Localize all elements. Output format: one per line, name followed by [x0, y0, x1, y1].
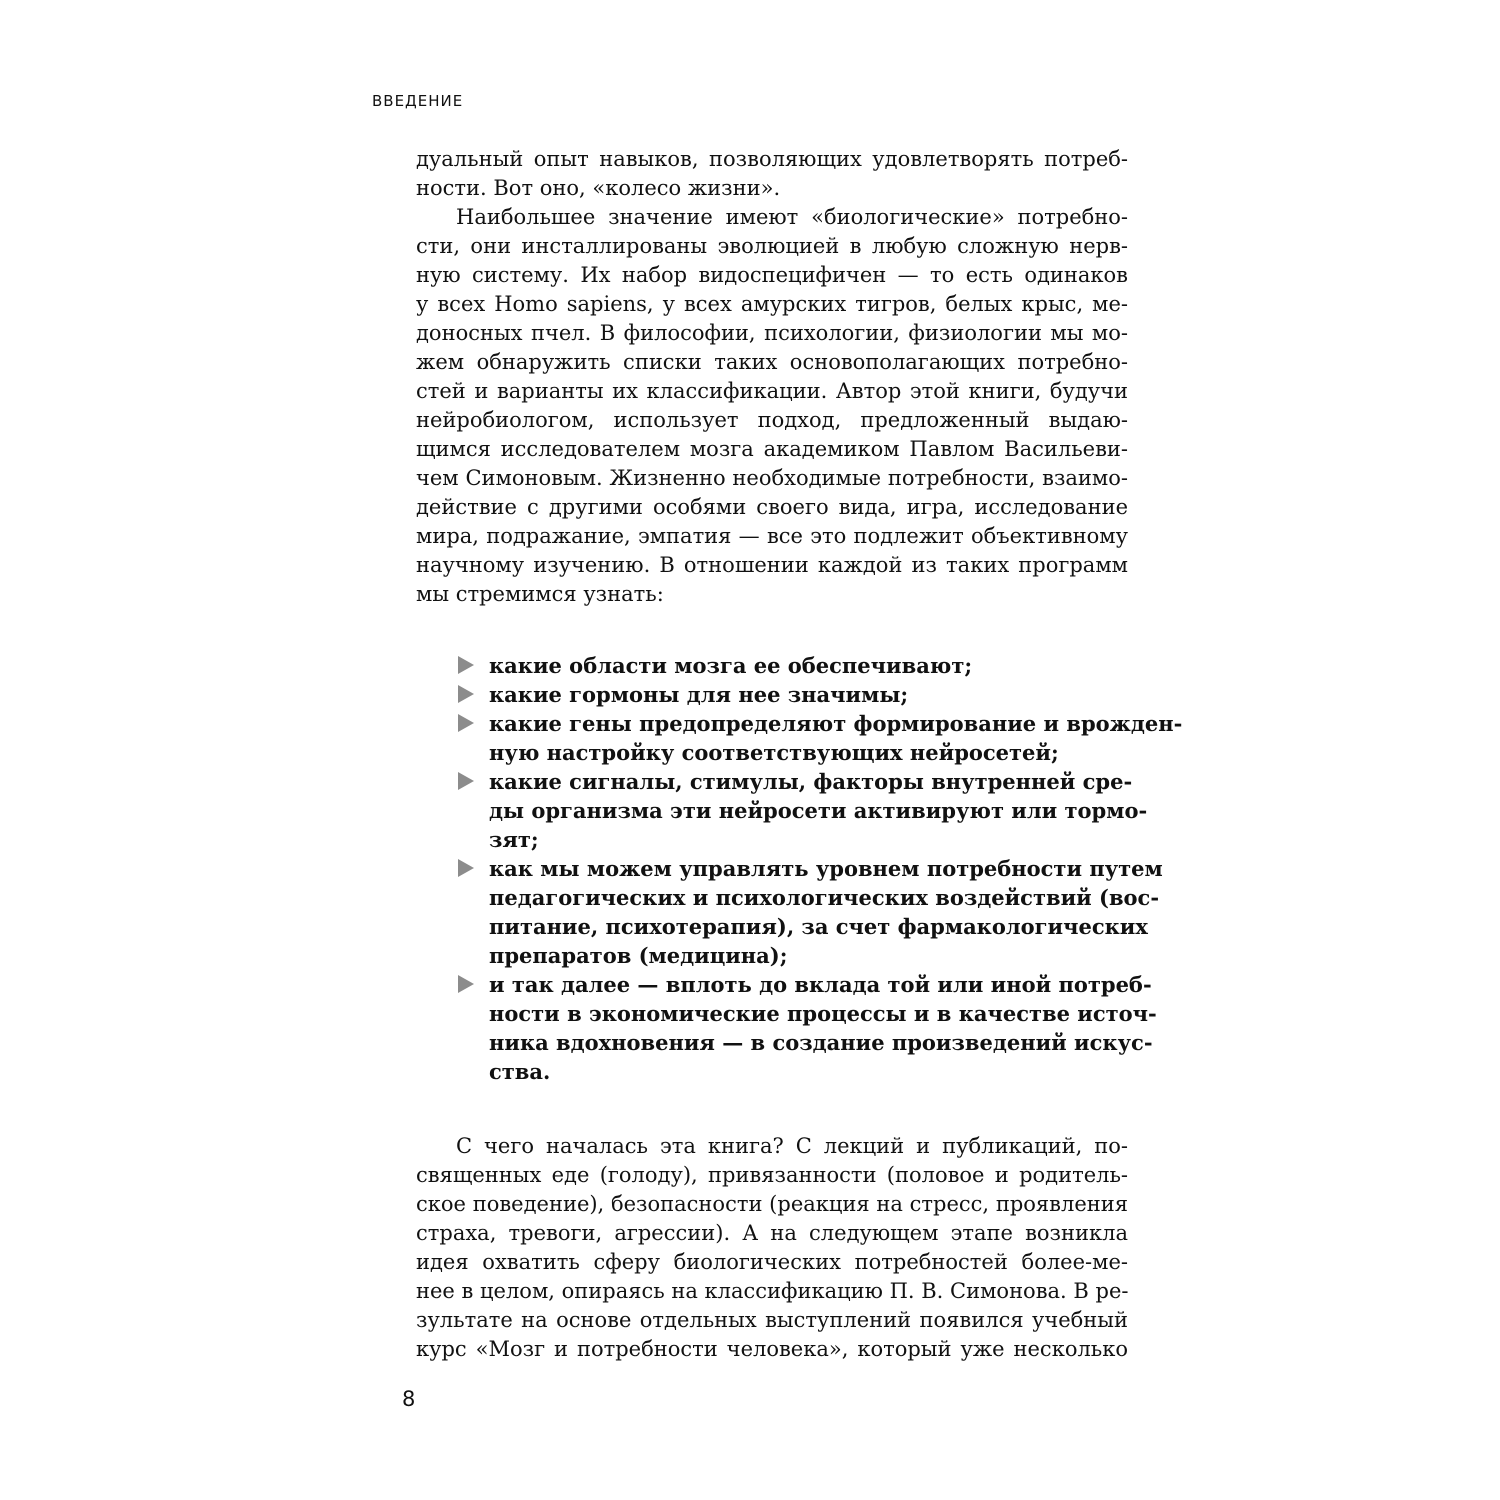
paragraph-2-line: стей и варианты их классификации. Автор этой книги, будучи [416, 379, 1128, 403]
paragraph-3-line: нее в целом, опираясь на классификацию П. В. Симонова. В ре- [416, 1279, 1129, 1303]
list-item-line: какие гормоны для нее значимы; [489, 682, 909, 707]
list-item-line: какие гены предопределяют формирование и врожден- [489, 711, 1183, 736]
paragraph-3-line: ское поведение), безопасности (реакция на стресс, проявления [416, 1192, 1128, 1216]
triangle-bullet-icon [458, 975, 474, 993]
paragraph-2-line: жем обнаружить списки таких основополагающих потребно- [416, 350, 1128, 374]
paragraph-2-line: Наибольшее значение имеют «биологические» потребно- [456, 205, 1128, 229]
list-item-line: какие сигналы, стимулы, факторы внутренней сре- [489, 769, 1133, 794]
list-item-line: питание, психотерапия), за счет фармакологических [489, 914, 1148, 939]
paragraph-2-line: действие с другими особями своего вида, игра, исследование [416, 495, 1128, 519]
paragraph-3-line: страха, тревоги, агрессии). А на следующем этапе возникла [416, 1221, 1128, 1245]
list-item-line: ную настройку соответствующих нейросетей; [489, 740, 1059, 765]
paragraph-1-line: дуальный опыт навыков, позволяющих удовлетворять потреб- [416, 147, 1128, 171]
list-item-line: и так далее — вплоть до вклада той или иной потреб- [489, 972, 1152, 997]
triangle-bullet-icon [458, 859, 474, 877]
list-item-line: препаратов (медицина); [489, 943, 788, 968]
paragraph-2-line: сти, они инсталлированы эволюцией в любую сложную нерв- [416, 234, 1128, 258]
paragraph-2-line: мы стремимся узнать: [416, 582, 664, 606]
paragraph-2-line: мира, подражание, эмпатия — все это подлежит объективному [416, 524, 1128, 548]
paragraph-3-line: священных еде (голоду), привязанности (половое и родитель- [416, 1163, 1128, 1187]
list-item-line: как мы можем управлять уровнем потребности путем [489, 856, 1163, 881]
paragraph-2-line: у всех Homo sapiens, у всех амурских тигров, белых крыс, ме- [416, 292, 1128, 316]
paragraph-3-line: зультате на основе отдельных выступлений появился учебный [416, 1308, 1128, 1332]
triangle-bullet-icon [458, 656, 474, 674]
triangle-bullet-icon [458, 685, 474, 703]
list-item-line: какие области мозга ее обеспечивают; [489, 653, 973, 678]
paragraph-3-line: идея охватить сферу биологических потребностей более-ме- [416, 1250, 1128, 1274]
list-item-line: ды организма эти нейросети активируют или тормо- [489, 798, 1148, 823]
paragraph-3-line: С чего началась эта книга? С лекций и публикаций, по- [456, 1134, 1128, 1158]
paragraph-2-line: чем Симоновым. Жизненно необходимые потребности, взаимо- [416, 466, 1128, 490]
paragraph-2-line: ную систему. Их набор видоспецифичен — то есть одинаков [416, 263, 1128, 287]
paragraph-2-line: нейробиологом, использует подход, предложенный выдаю- [416, 408, 1128, 432]
page-header: ВВЕДЕНИЕ [372, 92, 464, 110]
list-item-line: педагогических и психологических воздействий (вос- [489, 885, 1160, 910]
page-number: 8 [402, 1387, 416, 1411]
list-item-line: ника вдохновения — в создание произведений искус- [489, 1030, 1153, 1055]
paragraph-3-line: курс «Мозг и потребности человека», который уже несколько [416, 1337, 1128, 1361]
list-item-line: ности в экономические процессы и в качестве источ- [489, 1001, 1157, 1026]
triangle-bullet-icon [458, 772, 474, 790]
list-item-line: ства. [489, 1059, 551, 1084]
paragraph-2-line: доносных пчел. В философии, психологии, физиологии мы мо- [416, 321, 1128, 345]
paragraph-2-line: щимся исследователем мозга академиком Павлом Васильеви- [416, 437, 1128, 461]
triangle-bullet-icon [458, 714, 474, 732]
paragraph-1-line: ности. Вот оно, «колесо жизни». [416, 176, 781, 200]
list-item-line: зят; [489, 827, 539, 852]
paragraph-2-line: научному изучению. В отношении каждой из таких программ [416, 553, 1128, 577]
